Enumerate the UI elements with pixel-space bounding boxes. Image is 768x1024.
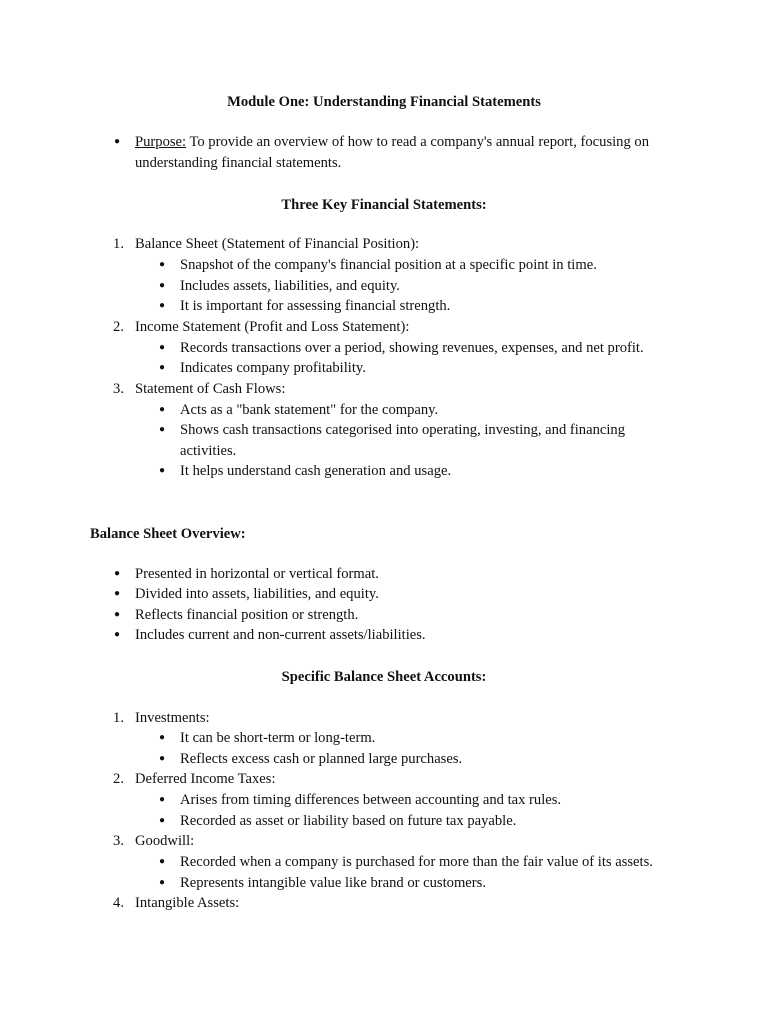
- list-number: 2.: [113, 771, 124, 787]
- list-item: It can be short-term or long-term.: [180, 730, 376, 746]
- list-item: Indicates company profitability.: [180, 360, 366, 376]
- list-item: Reflects financial position or strength.: [135, 607, 359, 623]
- document-title: Module One: Understanding Financial Statements: [227, 94, 541, 110]
- list-item: Includes assets, liabilities, and equity.: [180, 278, 400, 294]
- section-heading-specific-accounts: Specific Balance Sheet Accounts:: [281, 669, 487, 685]
- bullet-glyph: ●: [159, 300, 166, 311]
- list-item-continuation: activities.: [180, 443, 237, 459]
- list-number: 4.: [113, 895, 124, 911]
- list-item: Arises from timing differences between accounting and tax rules.: [180, 792, 562, 808]
- list-item: It helps understand cash generation and usage.: [180, 463, 452, 479]
- list-item: Recorded as asset or liability based on future tax payable.: [180, 813, 517, 829]
- purpose-text: To provide an overview of how to read a company's annual report, focusing on: [186, 134, 650, 150]
- section-heading-balance-overview: Balance Sheet Overview:: [90, 526, 246, 542]
- bullet-glyph: ●: [159, 877, 166, 888]
- bullet-glyph: ●: [159, 794, 166, 805]
- list-number: 3.: [113, 833, 124, 849]
- list-item: It is important for assessing financial strength.: [180, 298, 451, 314]
- bullet-glyph: ●: [114, 588, 121, 599]
- bullet-glyph: ●: [114, 609, 121, 620]
- list-item: Recorded when a company is purchased for more than the fair value of its assets.: [180, 854, 653, 870]
- bullet-glyph: ●: [159, 753, 166, 764]
- purpose-label: Purpose:: [135, 134, 187, 150]
- bullet-glyph: ●: [159, 465, 166, 476]
- bullet-glyph: ●: [159, 259, 166, 270]
- list-item: Shows cash transactions categorised into operating, investing, and financing: [180, 422, 626, 438]
- list-item: Records transactions over a period, showing revenues, expenses, and net profit.: [180, 340, 644, 356]
- bullet-glyph: ●: [159, 404, 166, 415]
- purpose-line-2: understanding financial statements.: [135, 155, 342, 171]
- bullet-glyph: ●: [114, 136, 121, 147]
- section-heading-key-statements: Three Key Financial Statements:: [281, 197, 487, 213]
- bullet-glyph: ●: [159, 342, 166, 353]
- list-item: Represents intangible value like brand or customers.: [180, 875, 486, 891]
- list-item-title: Deferred Income Taxes:: [135, 771, 276, 787]
- bullet-glyph: ●: [114, 568, 121, 579]
- list-item: Divided into assets, liabilities, and equity.: [135, 586, 379, 602]
- list-item-title: Intangible Assets:: [135, 895, 240, 911]
- list-item: Acts as a "bank statement" for the company.: [180, 402, 439, 418]
- bullet-glyph: ●: [159, 815, 166, 826]
- list-item: Snapshot of the company's financial position at a specific point in time.: [180, 257, 597, 273]
- list-number: 1.: [113, 236, 124, 252]
- list-item: Reflects excess cash or planned large purchases.: [180, 751, 463, 767]
- list-item-title: Investments:: [135, 710, 210, 726]
- list-number: 1.: [113, 710, 124, 726]
- list-item: Includes current and non-current assets/liabilities.: [135, 627, 426, 643]
- list-item-title: Balance Sheet (Statement of Financial Position):: [135, 236, 420, 252]
- bullet-glyph: ●: [159, 856, 166, 867]
- bullet-glyph: ●: [159, 362, 166, 373]
- list-number: 3.: [113, 381, 124, 397]
- bullet-glyph: ●: [159, 424, 166, 435]
- bullet-glyph: ●: [114, 629, 121, 640]
- list-number: 2.: [113, 319, 124, 335]
- bullet-glyph: ●: [159, 280, 166, 291]
- list-item-title: Statement of Cash Flows:: [135, 381, 286, 397]
- bullet-glyph: ●: [159, 732, 166, 743]
- list-item: Presented in horizontal or vertical format.: [135, 566, 379, 582]
- list-item-title: Goodwill:: [135, 833, 195, 849]
- purpose-line-1: [135, 132, 649, 153]
- list-item-title: Income Statement (Profit and Loss Statement):: [135, 319, 410, 335]
